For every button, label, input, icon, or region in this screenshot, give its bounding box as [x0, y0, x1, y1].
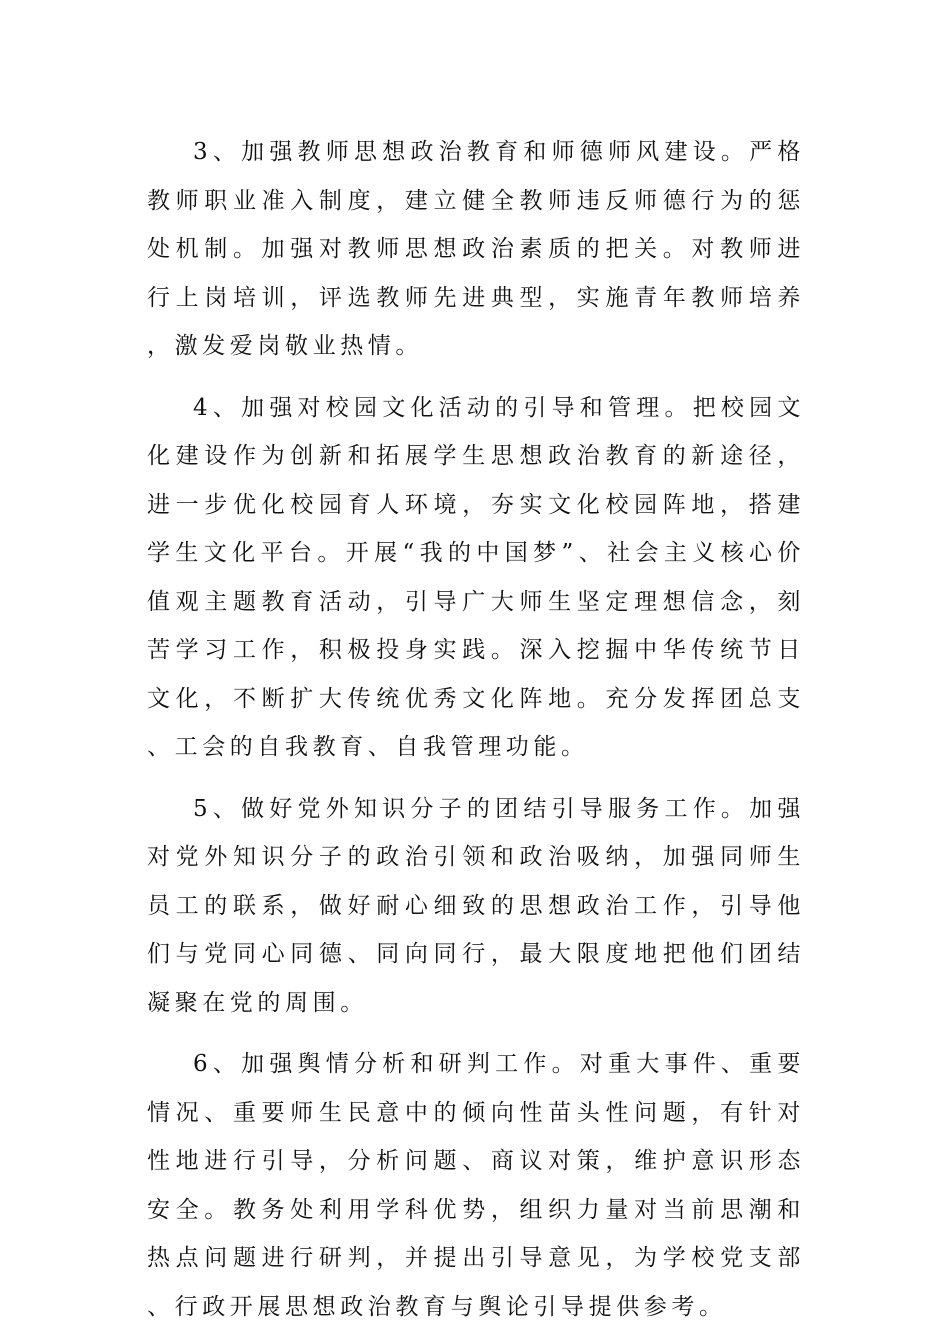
paragraph-item-6: 6、加强舆情分析和研判工作。对重大事件、重要情况、重要师生民意中的倾向性苗头性问题，有针对性地进行引导，分析问题、商议对策，维护意识形态安全。教务处利用学科优势，组织力量对当前思潮和热点问题进行研判，并提出引导意见，为学校党支部、行政开展思想政治教育与舆论引导提供参考。	[147, 1051, 805, 1320]
paragraph-item-4: 4、加强对校园文化活动的引导和管理。把校园文化建设作为创新和拓展学生思想政治教育的新途径，进一步优化校园育人环境，夯实文化校园阵地，搭建学生文化平台。开展“我的中国梦”、社会主义核心价值观主题教育活动，引导广大师生坚定理想信念，刻苦学习工作，积极投身实践。深入挖掘中华传统节日文化，不断扩大传统优秀文化阵地。充分发挥团总支、工会的自我教育、自我管理功能。	[147, 394, 805, 760]
paragraph-item-5: 5、做好党外知识分子的团结引导服务工作。加强对党外知识分子的政治引领和政治吸纳，加强同师生员工的联系，做好耐心细致的思想政治工作，引导他们与党同心同德、同向同行，最大限度地把他们团结凝聚在党的周围。	[147, 795, 805, 1016]
paragraph-item-3: 3、加强教师思想政治教育和师德师风建设。严格教师职业准入制度，建立健全教师违反师德行为的惩处机制。加强对教师思想政治素质的把关。对教师进行上岗培训，评选教师先进典型，实施青年教师培养，激发爱岗敬业热情。	[147, 139, 805, 359]
document-body	[147, 128, 805, 1344]
